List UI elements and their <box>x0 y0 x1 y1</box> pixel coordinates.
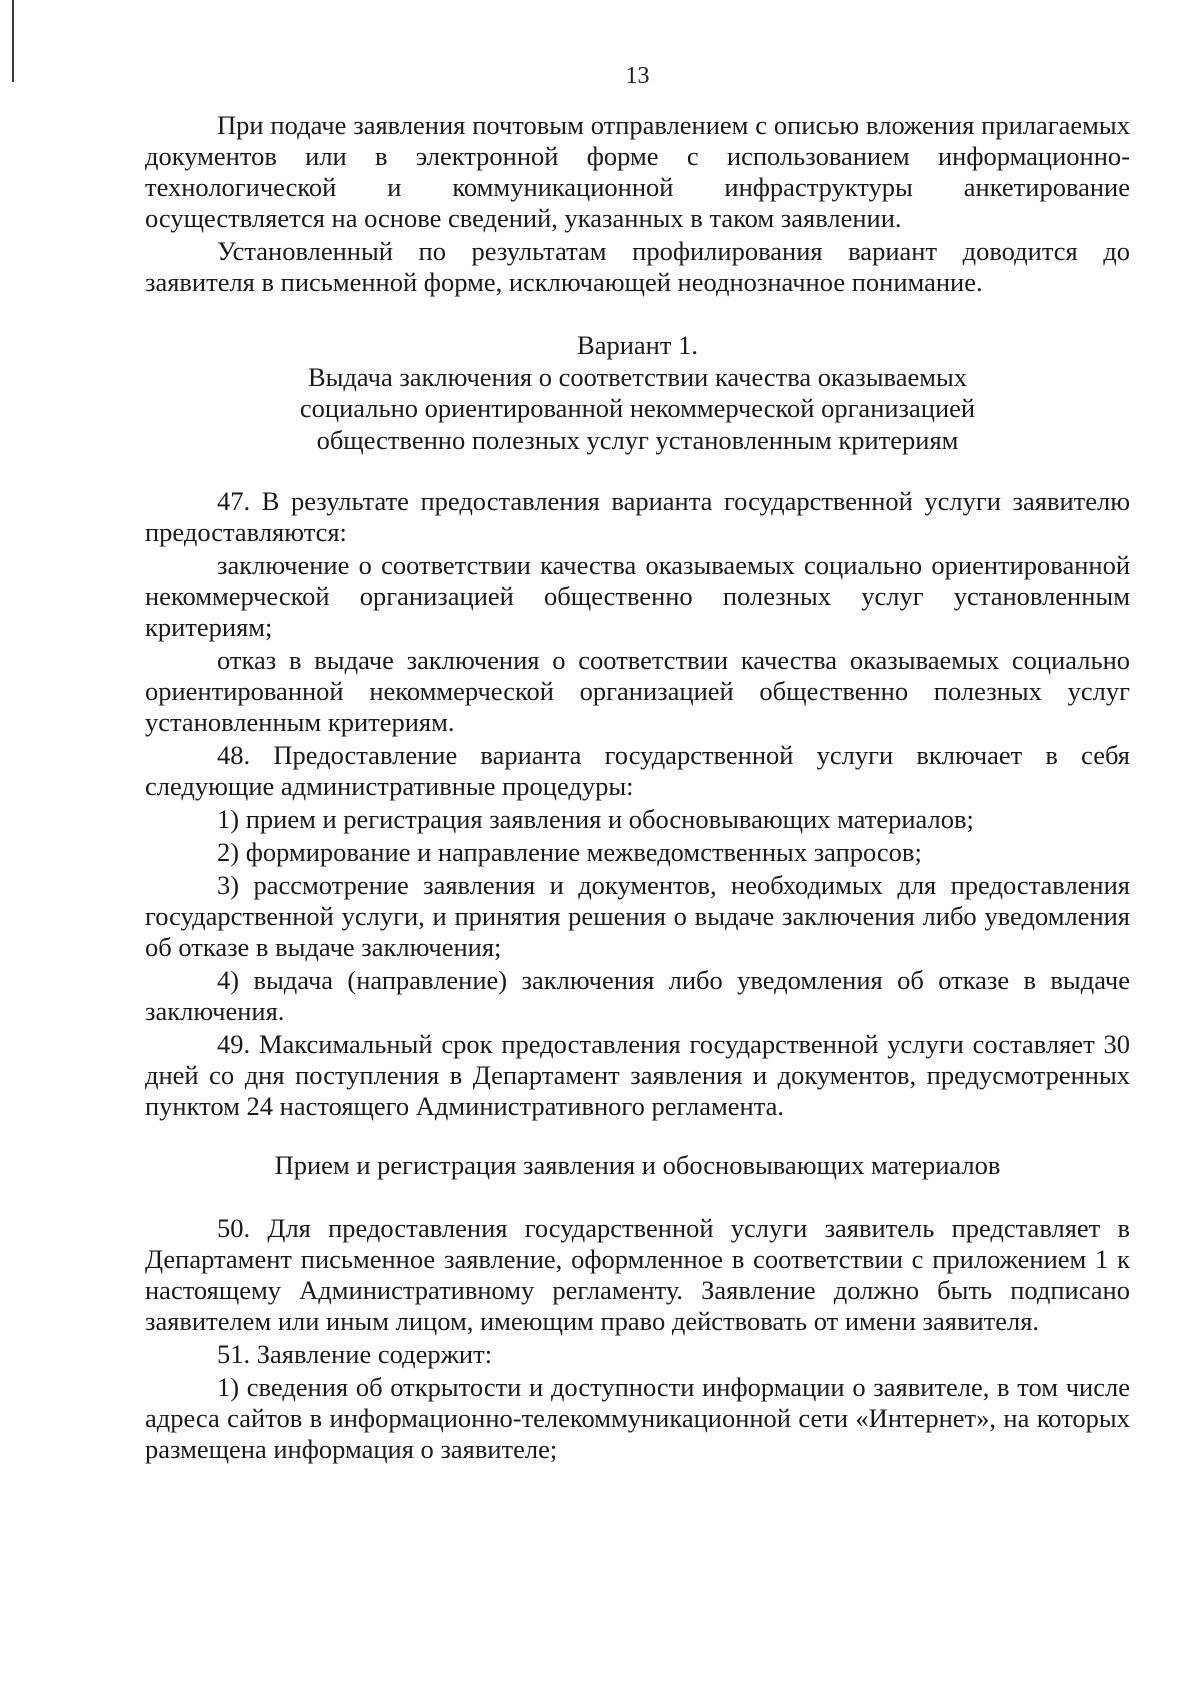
variant-heading <box>145 330 1130 456</box>
paragraph-47: 47. В результате предоставления варианта государственной услуги заявителю предоставляются: <box>145 486 1130 547</box>
page-number: 13 <box>625 63 650 89</box>
paragraph-47-conclusion: заключение о соответствии качества оказываемых социально ориентированной некоммерческой организацией общественно полезных услуг установленным критериям; <box>145 550 1130 642</box>
paragraph-postal-application: При подаче заявления почтовым отправлением с описью вложения прилагаемых документов или в электронной форме с использованием информационно-технологической и коммуникационной инфраструктуры анкетирование осуществляется на основе сведений, указанных в таком заявлении. <box>145 110 1130 233</box>
variant-subtitle-line-1: Выдача заключения о соответствии качества оказываемых <box>307 361 968 392</box>
paragraph-48-item-2: 2) формирование и направление межведомственных запросов; <box>217 837 922 867</box>
paragraph-47-refusal: отказ в выдаче заключения о соответствии качества оказываемых социально ориентированной некоммерческой организацией общественно полезных услуг установленным критериям. <box>145 645 1130 737</box>
paragraph-48-item-4: 4) выдача (направление) заключения либо уведомления об отказе в выдаче заключения. <box>145 965 1130 1026</box>
paragraph-50: 50. Для предоставления государственной услуги заявитель представляет в Департамент письменное заявление, оформленное в соответствии с приложением 1 к настоящему Административному регламенту. Заявление должно быть подписано заявителем или иным лицом, имеющим право действовать от имени заявителя. <box>145 1213 1130 1336</box>
variant-title: Вариант 1. <box>577 330 698 360</box>
scan-margin-mark <box>12 0 14 82</box>
variant-subtitle-line-2: социально ориентированной некоммерческой организацией <box>299 393 976 423</box>
section-heading-reception: Прием и регистрация заявления и обосновывающих материалов <box>274 1150 1001 1180</box>
paragraph-49: 49. Максимальный срок предоставления государственной услуги составляет 30 дней со дня поступления в Департамент заявления и документов, предусмотренных пунктом 24 настоящего Административного регламента. <box>145 1029 1130 1121</box>
paragraph-profiling-result: Установленный по результатам профилирования вариант доводится до заявителя в письменной форме, исключающей неоднозначное понимание. <box>145 236 1130 297</box>
paragraph-48: 48. Предоставление варианта государственной услуги включает в себя следующие административные процедуры: <box>145 740 1130 801</box>
paragraph-48-item-3: 3) рассмотрение заявления и документов, необходимых для предоставления государственной услуги, и принятия решения о выдаче заключения либо уведомления об отказе в выдаче заключения; <box>145 870 1130 962</box>
paragraph-51: 51. Заявление содержит: <box>217 1339 493 1369</box>
variant-subtitle-line-3: общественно полезных услуг установленным критериям <box>316 424 959 455</box>
paragraph-48-item-1: 1) прием и регистрация заявления и обосновывающих материалов; <box>217 804 974 834</box>
document-page <box>145 62 1130 1465</box>
paragraph-51-item-1: 1) сведения об открытости и доступности информации о заявителе, в том числе адреса сайтов в информационно-телекоммуникационной сети «Интернет», на которых размещена информация о заявителе; <box>145 1372 1130 1464</box>
